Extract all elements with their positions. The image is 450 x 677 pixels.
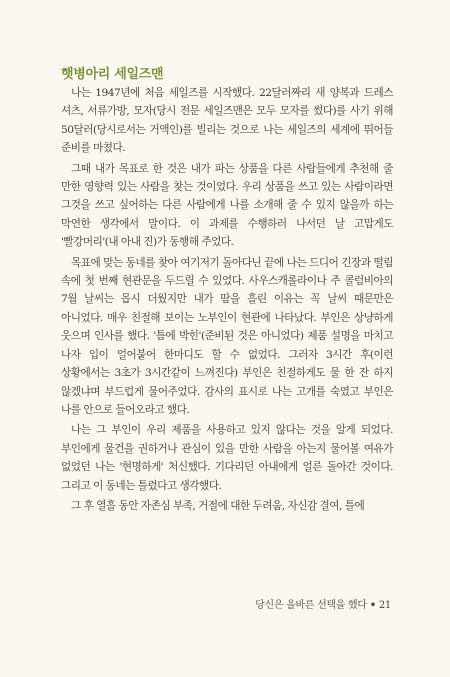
section-heading: 햇병아리 세일즈맨 bbox=[61, 67, 164, 82]
paragraph-2: 그때 내가 목표로 한 것은 내가 파는 상품을 다른 사람들에게 추천해 줄 만한 영향력 있는 사람을 찾는 것이었다. 우리 상품을 쓰고 있는 사람이라면 그것을 쓰고 싶어하는 다른 사람에게 나를 소개해 줄 수 있지 않을까 하는 막연한 생각에서 말이다. 이 과제를 수행하러 나서던 날 고맙게도 '빨강머리'(내 아내 진)가 동행해 주었다. bbox=[61, 162, 393, 249]
paragraph-4: 나는 그 부인이 우리 제품을 사용하고 있지 않다는 것을 알게 되었다. 부인에게 물건을 권하거나 관심이 있을 만한 사람을 아는지 물어볼 여유가 없었던 나는 '현명하게' 처신했다. 기다리던 아내에게 얼른 돌아간 것이다. 그리고 이 동네는 틀렸다고 생각했다. bbox=[61, 424, 393, 492]
footer-separator: • bbox=[369, 600, 376, 611]
page-footer bbox=[255, 596, 391, 611]
paragraph-1: 나는 1947년에 처음 세일즈를 시작했다. 22달러짜리 새 양복과 드레스 셔츠, 서류가방, 모자(당시 전문 세일즈맨은 모두 모자를 썼다)를 사기 위해 50달러(당시로서는 거액인)를 빌리는 것으로 나는 세일즈의 세계에 뛰어들 준비를 마쳤다. bbox=[61, 87, 393, 155]
paragraph-5: 그 후 열흘 동안 자존심 부족, 거절에 대한 두려움, 자신감 결여, 틀에 bbox=[71, 499, 365, 512]
body-text bbox=[61, 84, 393, 517]
running-title: 당신은 올바른 선택을 했다 bbox=[255, 600, 367, 611]
page-number: 21 bbox=[378, 600, 391, 611]
paragraph-3: 목표에 맞는 동네를 찾아 여기저기 돌아다닌 끝에 나는 드디어 긴장과 떨림 속에 첫 번째 현관문을 두드릴 수 있었다. 사우스캐롤라이나 주 콜럼비아의 7월 날씨는 몹시 더웠지만 내가 땀을 흘린 이유는 꼭 날씨 때문만은 아니었다. 매우 친절해 보이는 노부인이 현관에 나타났다. 부인은 상냥하게 웃으며 인사를 했다. '틈에 박힌'(준비된 것은 아니었다) 제품 설명을 마치고 나자 입이 얼어붙어 한마디도 할 수 없었다. 그러자 3시간 후(이런 상황에서는 3초가 3시간같이 느껴진다) 부인은 친절하게도 물 한 잔 하지 않겠냐며 부드럽게 물어주었다. 감사의 표시로 나는 고개를 숙였고 부인은 나를 안으로 들어오라고 했다. bbox=[61, 256, 393, 416]
